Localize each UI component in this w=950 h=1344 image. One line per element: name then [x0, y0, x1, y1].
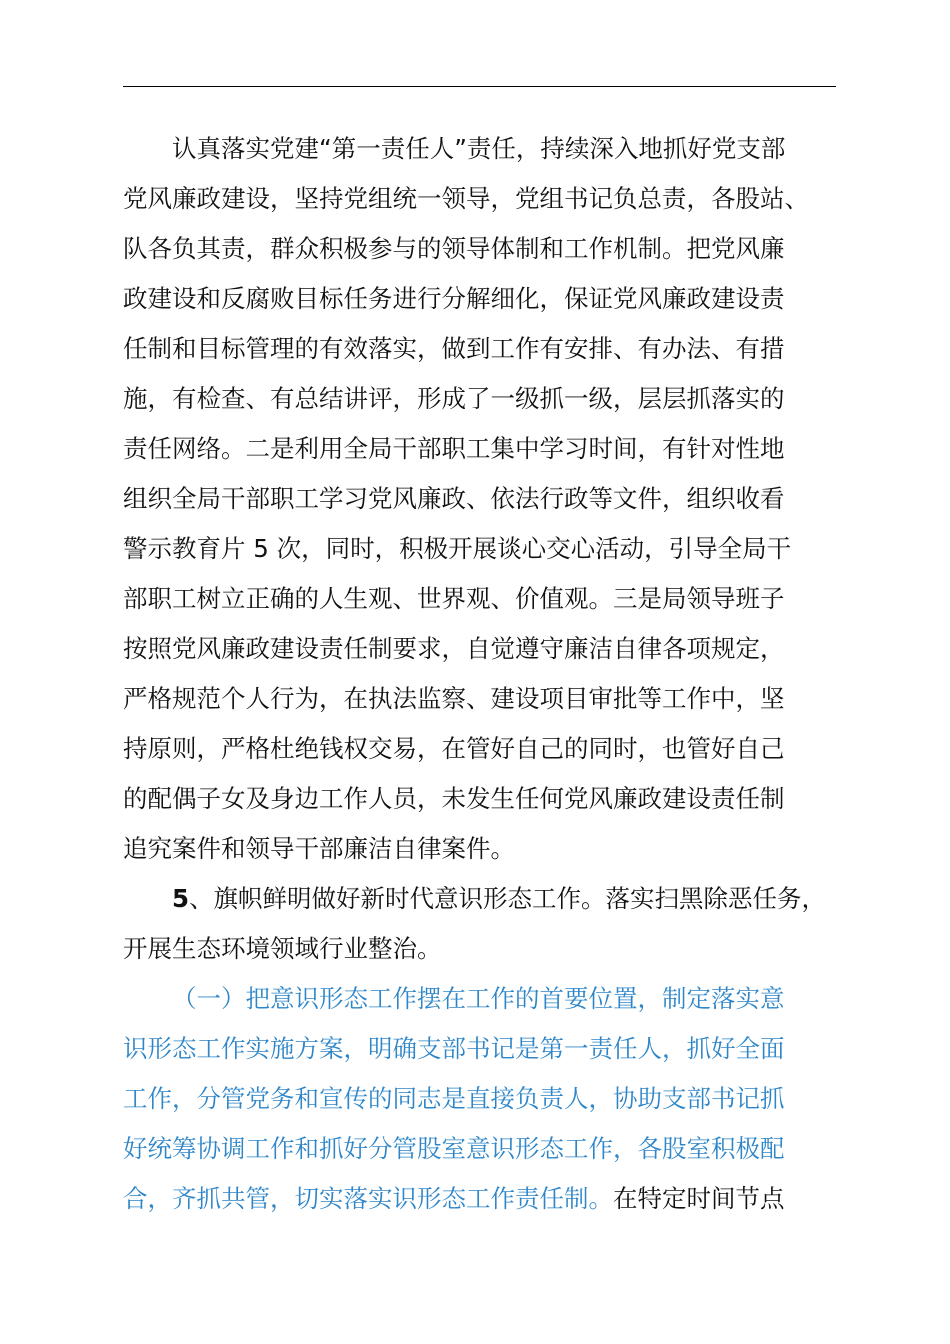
text-line: 按照党风廉政建设责任制要求，自觉遵守廉洁自律各项规定， [123, 634, 785, 663]
document-body [123, 124, 836, 1224]
text-line: 施，有检查、有总结讲评，形成了一级抓一级，层层抓落实的 [123, 384, 785, 413]
heading-line [123, 874, 836, 924]
text-line: 的配偶子女及身边工作人员，未发生任何党风廉政建设责任制 [123, 784, 785, 813]
text-line: 警示教育片 5 次，同时，积极开展谈心交心活动，引导全局干 [123, 534, 792, 563]
text-line: 严格规范个人行为，在执法监察、建设项目审批等工作中，坚 [123, 684, 785, 713]
paragraph-ideology-heading [123, 874, 836, 974]
text-line: 部职工树立正确的人生观、世界观、价值观。三是局领导班子 [123, 584, 785, 613]
text-line: 持原则，严格杜绝钱权交易，在管好自己的同时，也管好自己 [123, 734, 785, 763]
heading-text: 、旗帜鲜明做好新时代意识形态工作。落实扫黑除恶任务， [189, 884, 827, 913]
text-line: 队各负其责，群众积极参与的领导体制和工作机制。把党风廉 [123, 234, 785, 263]
highlighted-text-line: 识形态工作实施方案，明确支部书记是第一责任人，抓好全面 [123, 1034, 785, 1063]
highlighted-text-line: （一）把意识形态工作摆在工作的首要位置，制定落实意 [172, 984, 785, 1013]
highlighted-text-line: 工作，分管党务和宣传的同志是直接负责人，协助支部书记抓 [123, 1084, 785, 1113]
text-line: 组织全局干部职工学习党风廉政、依法行政等文件，组织收看 [123, 484, 785, 513]
text-line: 政建设和反腐败目标任务进行分解细化，保证党风廉政建设责 [123, 284, 785, 313]
highlighted-text-line: 好统筹协调工作和抓好分管股室意识形态工作，各股室积极配 [123, 1134, 785, 1163]
plain-text: 在特定时间节点 [613, 1184, 785, 1213]
paragraph-ideology-detail [123, 974, 836, 1224]
text-line: 开展生态环境领域行业整治。 [123, 934, 442, 963]
text-line: 党风廉政建设，坚持党组统一领导，党组书记负总责，各股站、 [123, 184, 809, 213]
mixed-text-line [123, 1174, 836, 1224]
section-number: 5 [172, 884, 190, 913]
paragraph-party-building [123, 124, 836, 874]
text-line: 追究案件和领导干部廉洁自律案件。 [123, 834, 515, 863]
highlighted-text: 合，齐抓共管，切实落实识形态工作责任制。 [123, 1184, 613, 1213]
header-rule [123, 86, 836, 87]
text-line: 认真落实党建“第一责任人”责任，持续深入地抓好党支部 [172, 134, 786, 163]
text-line: 任制和目标管理的有效落实，做到工作有安排、有办法、有措 [123, 334, 785, 363]
text-line: 责任网络。二是利用全局干部职工集中学习时间，有针对性地 [123, 434, 785, 463]
